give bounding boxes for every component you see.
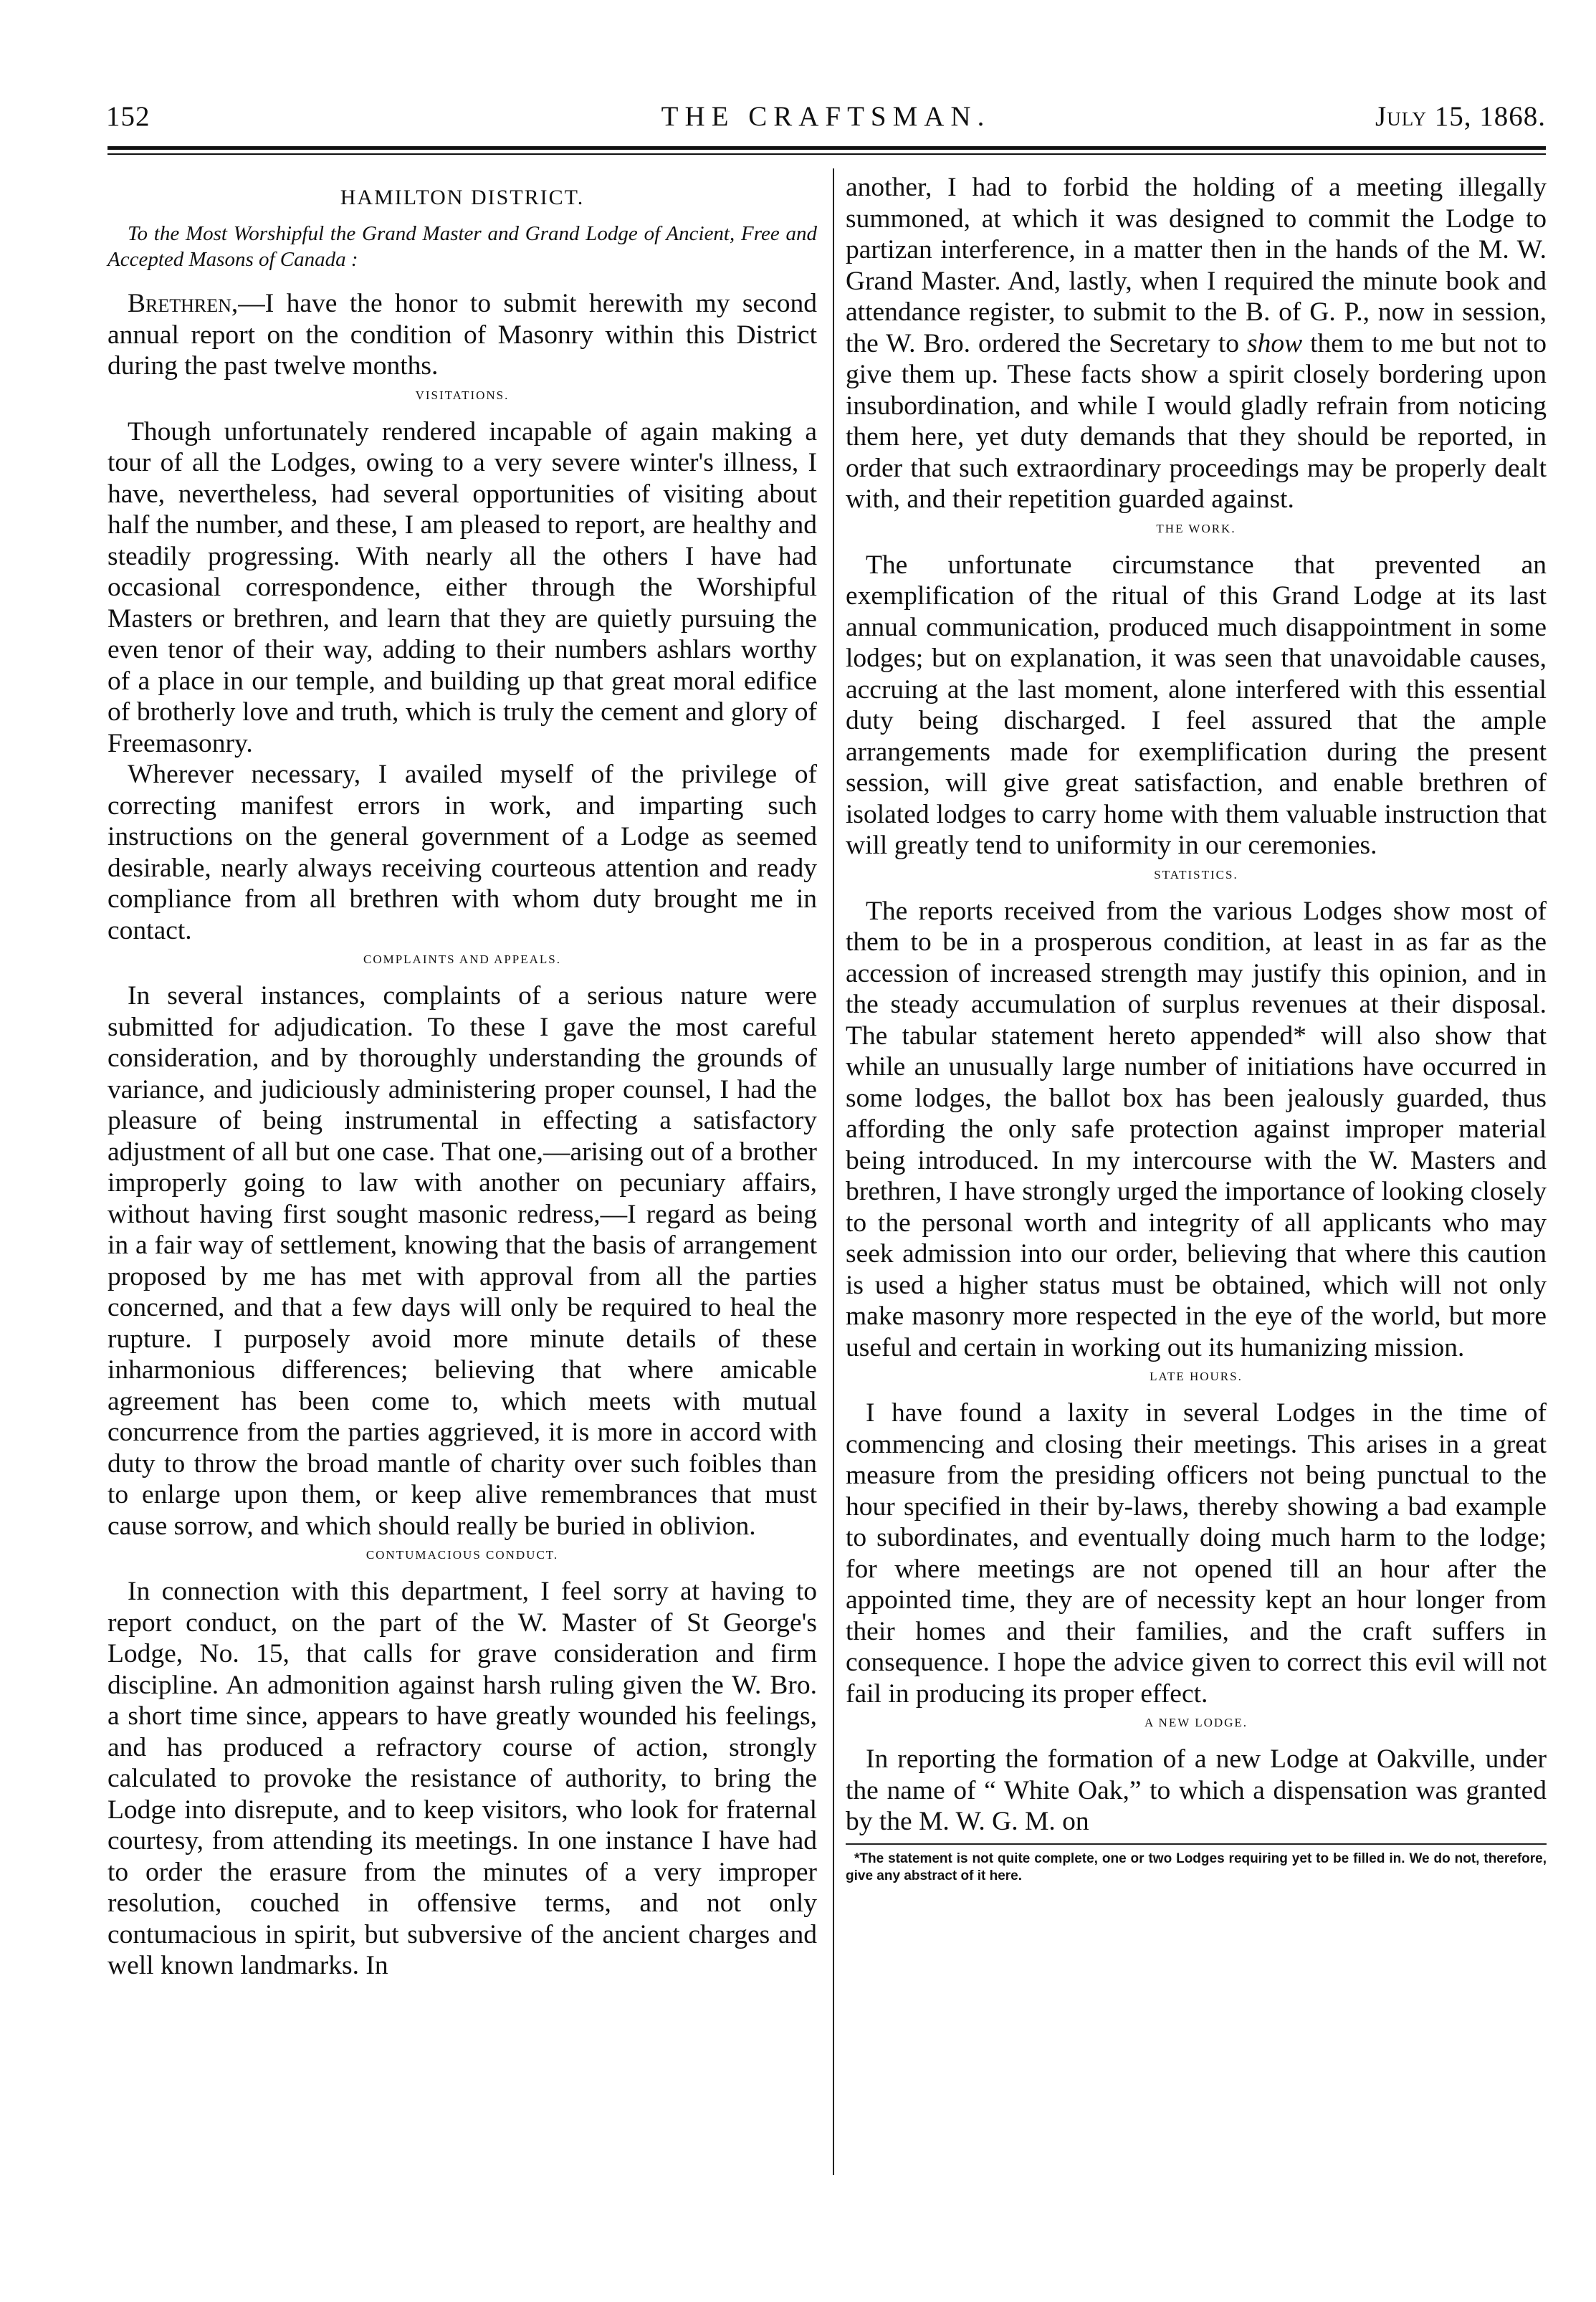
publication-title: THE CRAFTSMAN. bbox=[661, 101, 991, 132]
article-heading: HAMILTON DISTRICT. bbox=[340, 186, 585, 209]
intro-paragraph bbox=[107, 288, 817, 382]
section-heading-late-hours: LATE HOURS. bbox=[1150, 1370, 1243, 1383]
intro-text: —I have the honor to submit herewith my second annual report on the condition of Masonry within this District during the past twelve months. bbox=[107, 289, 817, 381]
complaints-paragraph: In several instances, complaints of a serious nature were submitted for adjudication. To these I gave the most careful consideration, and by thoroughly understanding the grounds of variance, and judiciously administering proper counsel, I had the pleasure of being instrumental in effecting a satisfactory adjustment of all but one case. That one,—arising out of a brother improperly going to law with another on pecuniary affairs, without having first sought masonic redress,—I regard as being in a fair way of settlement, knowing that the basis of arrangement proposed by me has met with approval from all the parties concerned, and that a few days will only be required to heal the rupture. I purposely avoid more minute details of these inharmonious differences; believing that where amicable agreement has been come to, which meets with mutual concurrence from the parties aggrieved, it is more in accord with duty to throw the broad mantle of charity over such foibles than to enlarge upon them, or keep alive remembrances that must cause sorrow, and which should really be buried in oblivion. bbox=[107, 981, 817, 1541]
header-rule-thick bbox=[107, 146, 1546, 150]
header-rule-thin bbox=[107, 153, 1546, 155]
visitations-paragraph-2: Wherever necessary, I availed myself of the privilege of correcting manifest errors in work, and imparting such instructions on the general government of a Lodge as seemed desirable, nearly always receiving courteous attention and ready compliance from all brethren with whom duty brought me in contact. bbox=[107, 760, 817, 945]
section-heading-statistics: STATISTICS. bbox=[1154, 867, 1238, 882]
issue-date: July 15, 1868. bbox=[1375, 101, 1546, 132]
column-divider bbox=[833, 168, 834, 2175]
footnote-rule bbox=[846, 1843, 1547, 1845]
left-column bbox=[107, 172, 817, 1982]
contumacious-emphasis: show bbox=[1247, 328, 1303, 358]
salutation: Brethren, bbox=[128, 289, 239, 318]
section-heading-new-lodge: A NEW LODGE. bbox=[1144, 1716, 1248, 1729]
new-lodge-paragraph: In reporting the formation of a new Lodge at Oakville, under the name of “ White Oak,” to which a dispensation was granted by the M. W. G. M. on bbox=[846, 1744, 1547, 1836]
contumacious-text-before: another, I had to forbid the holding of a meeting illegally summoned, at which it was designed to commit the Lodge to partizan interference, in a matter then in the hands of the M. W. Grand Master. And, lastly, when I required the minute book and attendance register, to submit to the B. of G. P., now in session, the W. Bro. ordered the Secretary to bbox=[846, 173, 1547, 358]
contumacious-paragraph-1: In connection with this department, I feel sorry at having to report conduct, on the part of the W. Master of St George's Lodge, No. 15, that calls for grave consideration and firm discipline. An admonition against harsh ruling given the W. Bro. a short time since, appears to have greatly wounded his feelings, and has produced a refractory course of action, strongly calculated to provoke the resistance of authority, to bring the Lodge into disrepute, and to keep visitors, who look for fraternal courtesy, from attending its meetings. In one instance I have had to order the erasure from the minutes of a very improper resolution, couched in offensive terms, and not only contumacious in spirit, but subversive of the ancient charges and well known landmarks. In bbox=[107, 1577, 817, 1980]
section-heading-contumacious: CONTUMACIOUS CONDUCT. bbox=[365, 1548, 559, 1562]
statistics-paragraph: The reports received from the various Lodges show most of them to be in a prosperous condition, at least in as far as the accession of increased strength may justify this opinion, and in the steady accumulation of surplus revenues at their disposal. The tabular statement hereto appended* will also show that while an unusually large number of initiations have occurred in some lodges, the ballot box has been jealously guarded, thus affording the only safe protection against improper material being introduced. In my intercourse with the W. Masters and brethren, I have strongly urged the importance of looking closely to the personal worth and integrity of all applicants who may seek admission into our order, believing that where this caution is used a higher status must be obtained, which will not only make masonry more respected in the eye of the world, but more useful and certain in working out its humanizing mission. bbox=[846, 896, 1547, 1362]
section-heading-complaints: COMPLAINTS AND APPEALS. bbox=[363, 952, 561, 966]
footnote: *The statement is not quite complete, one or two Lodges requiring yet to be filled in. We do not, therefore, give any abstract of it here. bbox=[846, 1850, 1547, 1883]
contumacious-paragraph-2 bbox=[846, 172, 1547, 515]
contumacious-text-after: them to me but not to give them up. These facts show a spirit closely bordering upon insubordination, and while I would gladly refrain from noticing them here, yet duty demands that they should be reported, in order that such extraordinary proceedings may be properly dealt with, and their repetition guarded against. bbox=[846, 328, 1547, 514]
section-heading-visitations: VISITATIONS. bbox=[415, 388, 510, 402]
late-hours-paragraph: I have found a laxity in several Lodges in the time of commencing and closing their meetings. This arises in a great measure from the presiding officers not being punctual to the hour specified in their by-laws, thereby showing a bad example to subordinates, and eventually doing much harm to the lodge; for where meetings are not opened till an hour after the appointed time, they are of necessity kept an hour longer from their homes and their families, and the craft suffers in consequence. I hope the advice given to correct this evil will not fail in producing its proper effect. bbox=[846, 1398, 1547, 1709]
work-paragraph: The unfortunate circumstance that prevented an exemplification of the ritual of this Grand Lodge at its last annual communication, produced much disappointment in some lodges; but on explanation, it was seen that unavoidable causes, accruing at the last moment, alone interfered with this essential duty being discharged. I feel assured that the ample arrangements made for exemplification during the present session, will give great satisfaction, and enable brethren of isolated lodges to carry home with them valuable instruction that will greatly tend to uniformity in our ceremonies. bbox=[846, 550, 1547, 860]
page-number: 152 bbox=[106, 101, 150, 132]
address-line: To the Most Worshipful the Grand Master and Grand Lodge of Ancient, Free and Accepted Masons of Canada : bbox=[107, 222, 817, 271]
visitations-paragraph-1: Though unfortunately rendered incapable of again making a tour of all the Lodges, owing to a very severe winter's illness, I have, nevertheless, had several opportunities of visiting about half the number, and these, I am pleased to report, are healthy and steadily progressing. With nearly all the others I have had occasional correspondence, either through the Worshipful Masters or brethren, and learn that they are quietly pursuing the even tenor of their way, adding to their numbers ashlars worthy of a place in our temple, and building up that great moral edifice of brotherly love and truth, which is truly the cement and glory of Freemasonry. bbox=[107, 416, 817, 758]
right-column bbox=[846, 172, 1547, 1885]
section-heading-work: THE WORK. bbox=[1156, 521, 1236, 535]
page-header bbox=[106, 100, 1546, 143]
